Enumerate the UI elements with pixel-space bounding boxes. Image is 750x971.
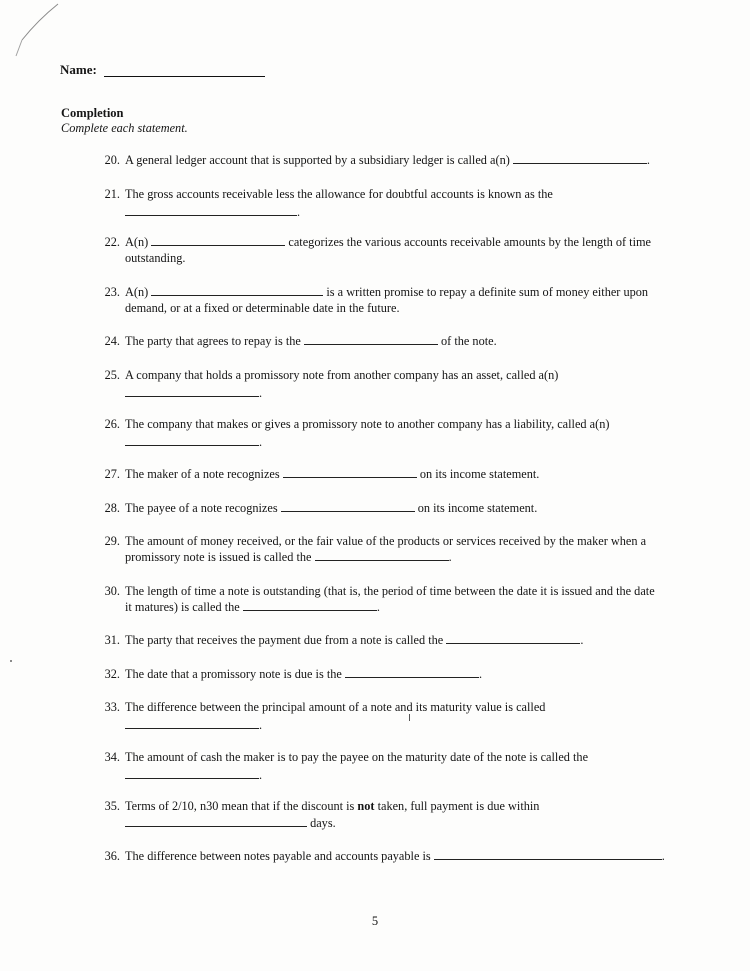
question-text-line2: demand, or at a fixed or determinable date in the future. [125, 301, 400, 315]
question-text: The date that a promissory note is due is the [125, 667, 342, 681]
question-text-after: of the note. [441, 334, 497, 348]
question-text: A company that holds a promissory note from another company has an asset, called a(n) [125, 368, 559, 382]
question-text: A general ledger account that is supported by a subsidiary ledger is called a(n) [125, 153, 510, 167]
question-number: 22. [104, 235, 120, 249]
question-text-line2: outstanding. [125, 251, 186, 265]
question-text-before: A(n) [125, 235, 149, 249]
question-number: 25. [104, 368, 120, 382]
question-text-after: . [259, 718, 263, 732]
question-number: 28. [104, 501, 120, 515]
answer-blank[interactable] [151, 234, 285, 246]
question-text-after: days. [310, 816, 336, 830]
answer-blank[interactable] [434, 848, 662, 860]
answer-blank[interactable] [304, 333, 438, 345]
question-text: The amount of money received, or the fair value of the products or services received by the maker when a [125, 534, 647, 548]
page-corner-fold-mark [0, 0, 60, 60]
question-text-after: . [646, 153, 650, 167]
question-text: is a written promise to repay a definite sum of money either upon [326, 285, 649, 299]
question-number: 34. [104, 750, 120, 764]
answer-blank[interactable] [125, 434, 259, 446]
question-text-after: . [259, 435, 263, 449]
question-number: 24. [104, 334, 120, 348]
name-label: Name: [60, 62, 97, 77]
question-text-after: . [478, 667, 483, 681]
question-text-line2: it matures) is called the [125, 600, 240, 614]
question-number: 26. [104, 417, 120, 431]
question-text: The company that makes or gives a promissory note to another company has a liability, called a(n) [125, 417, 610, 431]
answer-blank[interactable] [125, 204, 297, 216]
emphasis-not: not [357, 799, 375, 813]
stray-pen-mark [409, 714, 410, 721]
scan-speck [10, 660, 12, 662]
answer-blank[interactable] [513, 152, 647, 164]
question-number: 33. [104, 700, 120, 714]
question-text: The difference between the principal amount of a note and its maturity value is called [125, 700, 546, 714]
question-number: 36. [104, 849, 120, 863]
question-text: The amount of cash the maker is to pay the payee on the maturity date of the note is called the [125, 750, 589, 764]
section-instructions: Complete each statement. [61, 121, 188, 135]
answer-blank[interactable] [125, 767, 259, 779]
question-number: 23. [104, 285, 120, 299]
answer-blank[interactable] [345, 666, 479, 678]
question-text-after: . [259, 386, 263, 400]
answer-blank[interactable] [125, 717, 259, 729]
question-text: Terms of 2/10, n30 mean that if the discount is [125, 799, 355, 813]
question-text: The length of time a note is outstanding (that is, the period of time between the date it is issued and the date [125, 584, 655, 598]
question-number: 32. [104, 667, 120, 681]
question-text: The gross accounts receivable less the allowance for doubtful accounts is known as the [125, 187, 553, 201]
question-number: 20. [104, 153, 120, 167]
question-text: The party that agrees to repay is the [125, 334, 301, 348]
answer-blank[interactable] [281, 500, 415, 512]
question-text-line2: promissory note is issued is called the [125, 550, 312, 564]
answer-blank[interactable] [125, 385, 259, 397]
question-number: 27. [104, 467, 120, 481]
name-field-line[interactable] [104, 76, 265, 77]
question-text: The payee of a note recognizes [125, 501, 278, 515]
answer-blank[interactable] [315, 549, 449, 561]
question-number: 21. [104, 187, 120, 201]
question-text-after: . [580, 633, 584, 647]
question-text-after: . [376, 600, 380, 614]
question-text: The maker of a note recognizes [125, 467, 280, 481]
question-text-after: . [297, 205, 301, 219]
question-text-after: . [661, 849, 665, 863]
page-number: 5 [371, 914, 379, 928]
question-text-continued: taken, full payment is due within [377, 799, 540, 813]
question-text-after: on its income statement. [417, 501, 538, 515]
question-text-after: . [448, 550, 452, 564]
question-text: The difference between notes payable and accounts payable is [125, 849, 431, 863]
question-text-after: on its income statement. [419, 467, 540, 481]
answer-blank[interactable] [283, 466, 417, 478]
question-text-after: . [259, 768, 263, 782]
answer-blank[interactable] [151, 284, 323, 296]
question-text: categorizes the various accounts receivable amounts by the length of time [288, 235, 652, 249]
question-text-before: A(n) [125, 285, 149, 299]
question-text: The party that receives the payment due from a note is called the [125, 633, 444, 647]
section-title: Completion [61, 106, 124, 120]
answer-blank[interactable] [446, 632, 580, 644]
question-number: 35. [104, 799, 120, 813]
answer-blank[interactable] [125, 815, 307, 827]
question-number: 30. [104, 584, 120, 598]
answer-blank[interactable] [243, 599, 377, 611]
question-number: 31. [104, 633, 120, 647]
question-number: 29. [104, 534, 120, 548]
